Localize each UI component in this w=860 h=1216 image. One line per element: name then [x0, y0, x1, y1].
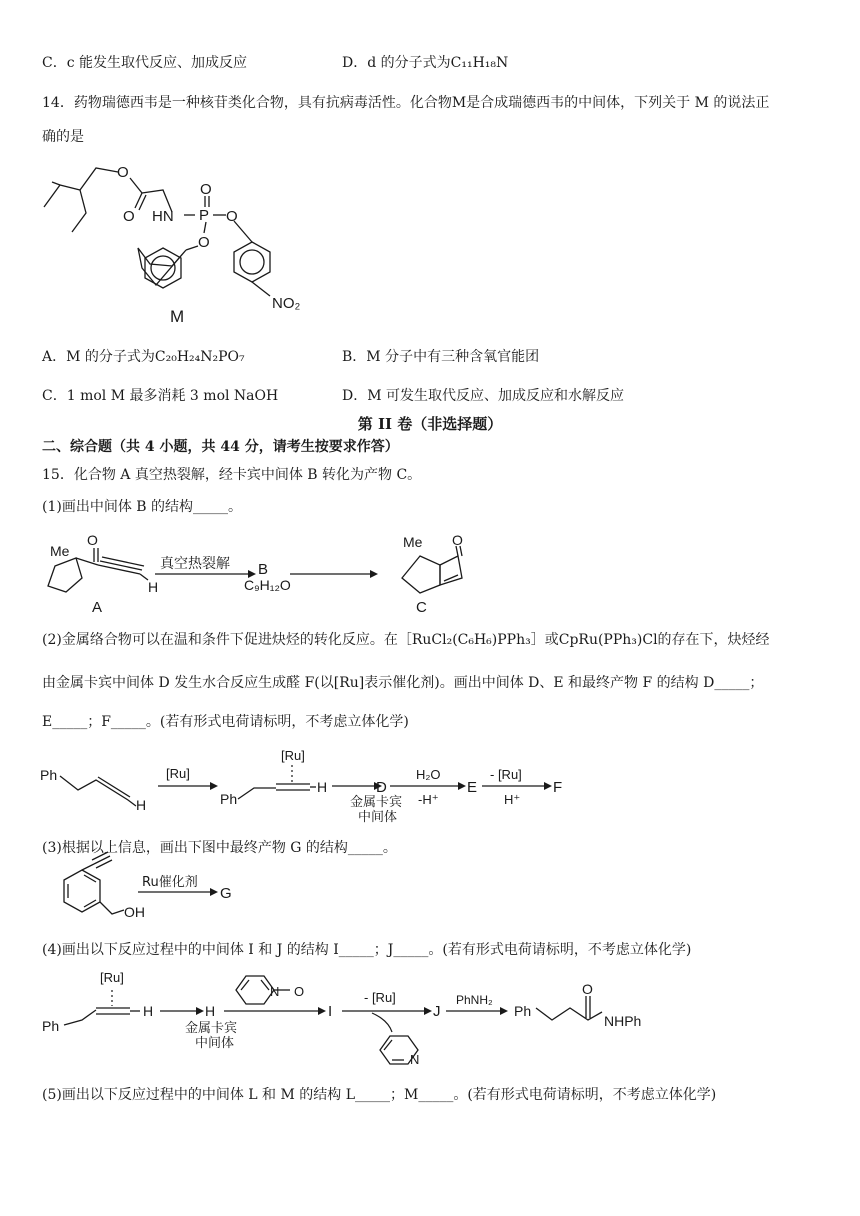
s3-ru-catalyst: Ru催化剂: [142, 875, 198, 890]
q15-part5: (5)画出以下反应过程中的中间体 L 和 M 的结构 L_____；M_____。(若有形式电荷请标明，不考虑立体化学): [42, 1087, 717, 1103]
m-aryloxy-oxygen: O: [226, 208, 238, 225]
a-methyl: Me: [50, 543, 70, 559]
intermediate-d: D: [376, 779, 387, 796]
q15-part3: (3)根据以上信息，画出下图中最终产物 G 的结构_____。: [42, 840, 397, 856]
q14-stem-line2: 确的是: [42, 129, 84, 145]
q13-option-d: D．d 的分子式为C₁₁H₁₈N: [342, 55, 509, 71]
s2-minus-proton: -H⁺: [418, 792, 439, 807]
s2-ru-coordinated: [Ru]: [281, 748, 305, 763]
q15-part2-line1: (2)金属络合物可以在温和条件下促进炔烃的转化反应。在［RuCl₂(C₆H₆)PPh₃］或CpRu(PPh₃)Cl的存在下，炔烃经: [42, 632, 770, 648]
s4-hydrogen-1: H: [143, 1003, 154, 1019]
s4-minus-ru: - [Ru]: [364, 990, 396, 1005]
q14-option-b: B．M 分子中有三种含氧官能团: [342, 349, 540, 365]
q15-part1: (1)画出中间体 B 的结构_____。: [42, 499, 243, 515]
s2-hydrogen-1: H: [136, 797, 147, 813]
s4-phenyl: Ph: [42, 1018, 60, 1034]
intermediate-e: E: [467, 779, 478, 796]
s2-phenyl-1: Ph: [40, 767, 58, 783]
q14-option-d: D．M 可发生取代反应、加成反应和水解反应: [342, 388, 625, 404]
s2-proton: H⁺: [504, 792, 521, 807]
s4-oxide-o: O: [294, 984, 305, 999]
s4-product-nhph: NHPh: [604, 1013, 642, 1029]
intermediate-b: B: [258, 561, 269, 578]
s2-carbene-label-1: 金属卡宾: [350, 795, 403, 810]
a-oxygen: O: [87, 532, 98, 548]
label-c: C: [416, 599, 427, 616]
q15-part2-line2: 由金属卡宾中间体 D 发生水合反应生成醛 F(以[Ru]表示催化剂)。画出中间体 D、E 和最终产物 F 的结构 D_____；: [42, 675, 764, 691]
q15-part4: (4)画出以下反应过程中的中间体 I 和 J 的结构 I_____；J_____。(若有形式电荷请标明，不考虑立体化学): [42, 942, 692, 958]
m-label: M: [170, 307, 185, 326]
s3-hydroxyl: OH: [124, 904, 145, 920]
s2-ru-catalyst: [Ru]: [166, 766, 190, 781]
label-a: A: [92, 599, 103, 616]
s2-minus-ru: - [Ru]: [490, 767, 522, 782]
part2-heading: 二、综合题（共 4 小题，共 44 分，请考生按要求作答）: [42, 439, 399, 455]
s4-pyridinium-n: N: [270, 984, 280, 999]
intermediate-i: I: [328, 1003, 333, 1020]
m-carbonyl-oxygen: O: [123, 208, 135, 225]
intermediate-b-formula: C₉H₁₂O: [244, 577, 291, 593]
s4-pyridine-n: N: [410, 1052, 420, 1067]
arrow1-condition: 真空热裂解: [160, 556, 230, 572]
s4-product-phenyl: Ph: [514, 1003, 532, 1019]
s2-hydrogen-2: H: [317, 779, 328, 795]
s2-water: H₂O: [416, 767, 441, 782]
s4-carbene-label-1: 金属卡宾: [185, 1021, 238, 1036]
c-oxygen: O: [452, 532, 463, 548]
m-nitro-group: NO₂: [272, 295, 301, 312]
q14-option-a: A．M 的分子式为C₂₀H₂₄N₂PO₇: [42, 349, 245, 365]
c-methyl: Me: [403, 534, 423, 550]
q14-option-c: C．1 mol M 最多消耗 3 mol NaOH: [42, 388, 279, 404]
m-phosphorus: P: [199, 207, 210, 224]
product-g: G: [220, 885, 232, 902]
q15-part2-line3: E_____；F_____。(若有形式电荷请标明，不考虑立体化学): [42, 714, 409, 730]
s4-carbene-label-2: 中间体: [195, 1036, 235, 1051]
m-phenoxy-oxygen: O: [198, 234, 210, 251]
s4-product-oxygen: O: [582, 981, 593, 997]
m-phosphoryl-oxygen: O: [200, 181, 212, 198]
m-ester-oxygen: O: [117, 164, 129, 181]
s4-hydrogen-2: H: [205, 1003, 216, 1019]
intermediate-j: J: [433, 1003, 441, 1020]
m-nh: HN: [152, 208, 174, 225]
product-f: F: [553, 779, 563, 796]
s2-carbene-label-2: 中间体: [358, 810, 398, 825]
s2-phenyl-2: Ph: [220, 791, 238, 807]
part2-title: 第 II 卷（非选择题）: [357, 415, 503, 433]
q13-option-c: C．c 能发生取代反应、加成反应: [42, 55, 248, 71]
s4-ru-coordinated: [Ru]: [100, 970, 124, 985]
q14-stem-line1: 14．药物瑞德西韦是一种核苷类化合物，具有抗病毒活性。化合物M是合成瑞德西韦的中间体，下列关于 M 的说法正: [42, 95, 770, 111]
s4-aniline: PhNH₂: [456, 993, 493, 1007]
a-hydrogen: H: [148, 579, 159, 595]
q15-stem: 15．化合物 A 真空热裂解，经卡宾中间体 B 转化为产物 C。: [42, 467, 422, 483]
